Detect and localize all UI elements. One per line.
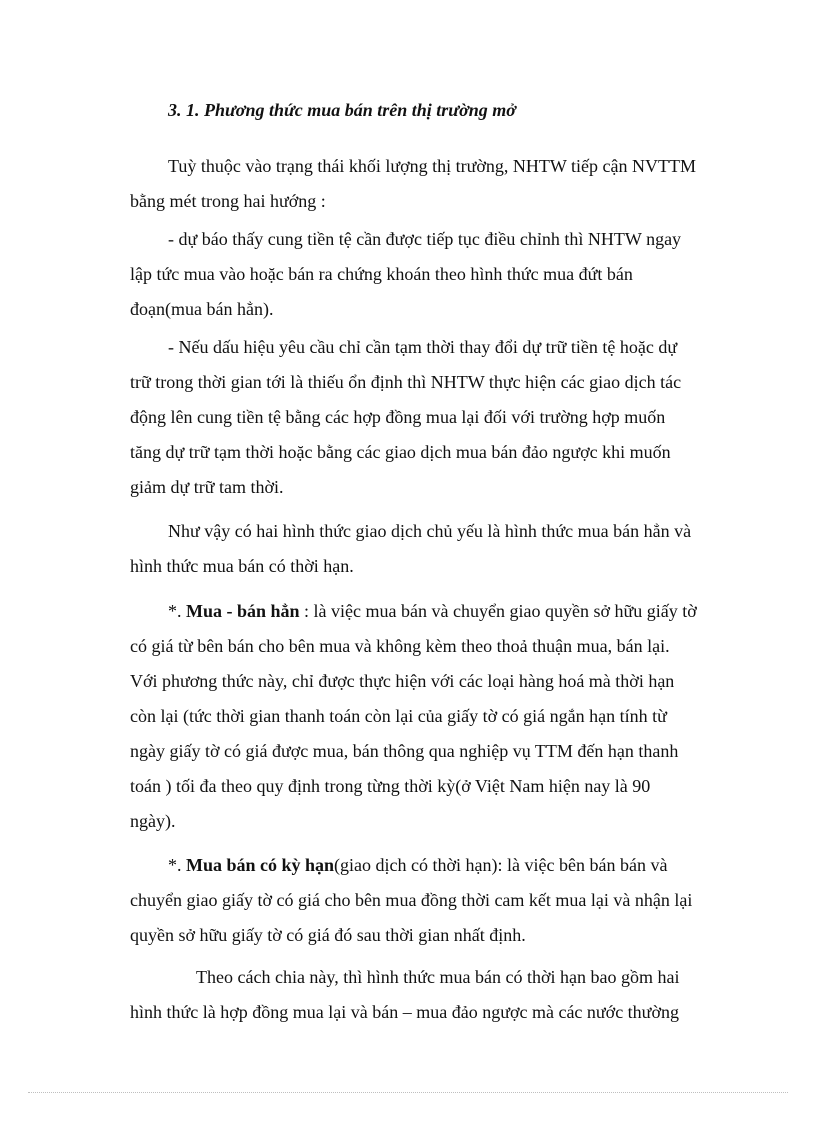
paragraph-5-prefix: *. (168, 601, 186, 621)
paragraph-1-line-2: bằng mét trong hai hướng : (130, 191, 326, 211)
paragraph-6-first-rest: (giao dịch có thời hạn): là việc bên bán bán và (334, 855, 668, 875)
paragraph-3-line-4: tăng dự trữ tạm thời hoặc bằng các giao dịch mua bán đảo ngược khi muốn (130, 442, 671, 462)
paragraph-3-line-2: trữ trong thời gian tới là thiếu ổn định thì NHTW thực hiện các giao dịch tác (130, 372, 682, 392)
paragraph-6-prefix: *. (168, 855, 186, 875)
paragraph-5-line-7: ngày). (130, 811, 176, 831)
paragraph-5-line-6: toán ) tối đa theo quy định trong từng thời kỳ(ở Việt Nam hiện nay là 90 (130, 776, 651, 796)
paragraph-5-line-3: Với phương thức này, chỉ được thực hiện với các loại hàng hoá mà thời hạn (130, 671, 675, 691)
paragraph-3-line-3: động lên cung tiền tệ bằng các hợp đồng mua lại đối với trường hợp muốn (130, 407, 666, 427)
paragraph-7-line-2: hình thức là hợp đồng mua lại và bán – mua đảo ngược mà các nước thường (130, 1002, 679, 1022)
paragraph-7-line-1: Theo cách chia này, thì hình thức mua bán có thời hạn bao gồm hai (196, 967, 680, 987)
paragraph-3-line-1: - Nếu dấu hiệu yêu cầu chỉ cần tạm thời thay đổi dự trữ tiền tệ hoặc dự (168, 337, 678, 357)
paragraph-6-line-1 (168, 848, 667, 883)
section-heading: 3. 1. Phương thức mua bán trên thị trường mở (168, 100, 516, 120)
paragraph-5-line-1 (168, 594, 697, 629)
footer-divider (28, 1092, 788, 1093)
paragraph-5-line-2: có giá từ bên bán cho bên mua và không kèm theo thoả thuận mua, bán lại. (130, 636, 670, 656)
paragraph-5-line-5: ngày giấy tờ có giá được mua, bán thông qua nghiệp vụ TTM đến hạn thanh (130, 741, 679, 761)
paragraph-6-line-3: quyền sở hữu giấy tờ có giá đó sau thời gian nhất định. (130, 925, 526, 945)
paragraph-1-line-1: Tuỳ thuộc vào trạng thái khối lượng thị trường, NHTW tiếp cận NVTTM (168, 156, 696, 176)
paragraph-2-line-2: lập tức mua vào hoặc bán ra chứng khoán theo hình thức mua đứt bán (130, 264, 633, 284)
paragraph-6-line-2: chuyển giao giấy tờ có giá cho bên mua đồng thời cam kết mua lại và nhận lại (130, 890, 693, 910)
paragraph-4-line-2: hình thức mua bán có thời hạn. (130, 556, 354, 576)
paragraph-3-line-5: giảm dự trữ tam thời. (130, 477, 284, 497)
paragraph-4-line-1: Như vậy có hai hình thức giao dịch chủ yếu là hình thức mua bán hẳn và (168, 521, 692, 541)
paragraph-2-line-1: - dự báo thấy cung tiền tệ cần được tiếp tục điều chỉnh thì NHTW ngay (168, 229, 682, 249)
term-mua-ban-han: Mua - bán hẳn (186, 601, 300, 621)
paragraph-5-first-rest: : là việc mua bán và chuyển giao quyền sở hữu giấy tờ (299, 601, 697, 621)
paragraph-2-line-3: đoạn(mua bán hẳn). (130, 299, 274, 319)
paragraph-5-line-4: còn lại (tức thời gian thanh toán còn lại của giấy tờ có giá ngắn hạn tính từ (130, 706, 667, 726)
term-mua-ban-co-ky-han: Mua bán có kỳ hạn (186, 855, 335, 875)
